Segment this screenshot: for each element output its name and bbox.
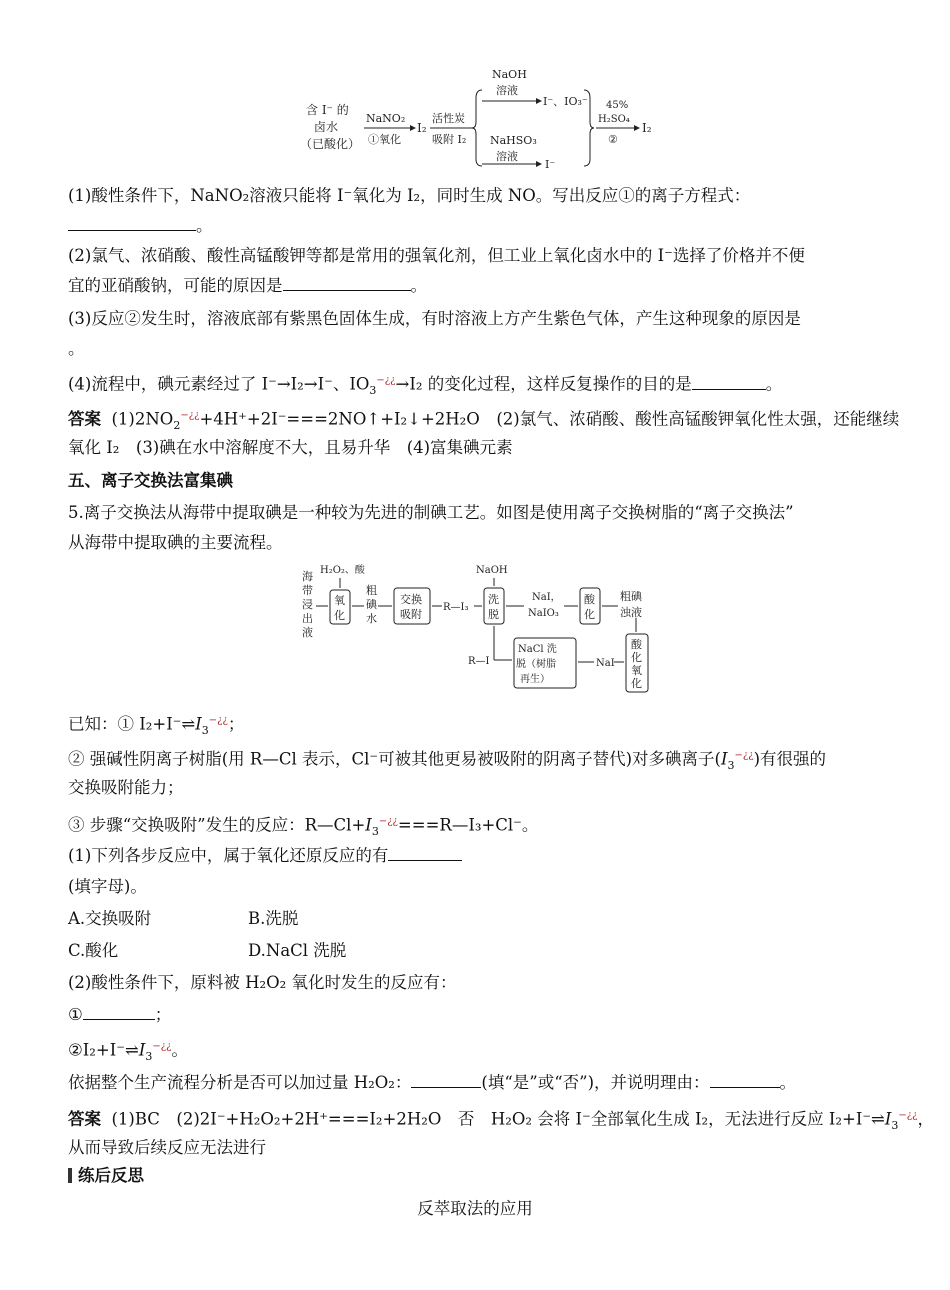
answer2-line2: 从而导致后续反应无法进行 <box>68 1138 266 1157</box>
d1-i2: I₂ <box>417 121 427 135</box>
d1-source-line3: （已酸化） <box>300 137 361 151</box>
d2-reagent1: H₂O₂、酸 <box>320 565 365 576</box>
d2-nai: NaI <box>596 658 615 669</box>
q3-text-2: 。 <box>68 339 85 358</box>
options-cd <box>68 940 882 962</box>
d2-wash-2: 脱 <box>488 608 499 621</box>
d1-final-acid: H₂SO₄ <box>598 114 630 125</box>
d2-source-1: 海 <box>302 570 313 583</box>
d1-top-reagent1: NaOH <box>492 68 527 81</box>
known-2b: 交换吸附能力； <box>68 778 184 797</box>
q4-blank[interactable] <box>692 375 766 390</box>
d2-oxidize-2: 化 <box>334 609 345 622</box>
d2-wash-1: 洗 <box>488 593 499 606</box>
d1-step2-reagent: 活性炭 <box>432 112 465 125</box>
p5-line2: 从海带中提取碘的主要流程。 <box>68 533 283 552</box>
option-a[interactable]: A.交换吸附 <box>68 909 152 928</box>
sq3-blank-2[interactable] <box>710 1073 780 1088</box>
d1-step1-reagent: NaNO₂ <box>366 112 406 125</box>
q4-text: (4)流程中，碘元素经过了 I⁻→I₂→I⁻、$IO_3^{-¿¿}\to I_2$ 的变化过程，这样反复操作的目的是 。 <box>68 374 783 397</box>
d1-source-line1: 含 I⁻ 的 <box>306 103 349 117</box>
q3-text: (3)反应②发生时，溶液底部有紫黑色固体生成，有时溶液上方产生紫色气体，产生这种现象的原因是 <box>68 309 801 328</box>
d2-nai-2: NaIO₃ <box>528 608 559 619</box>
sub-q2-2: $②I_2+I^-\rightleftharpoons I_3^{-¿¿}$。 <box>68 1040 188 1063</box>
sq3-blank-1[interactable] <box>411 1073 481 1088</box>
sub-q3: 依据整个生产流程分析是否可以加过量 H₂O₂： (填“是”或“否”)，并说明理由： 。 <box>68 1073 797 1092</box>
d1-top-product: I⁻、IO₃⁻ <box>543 95 588 108</box>
option-d[interactable]: D.NaCl 洗脱 <box>248 941 347 960</box>
d2-acidify-1: 酸 <box>584 593 595 606</box>
q1-text: (1)酸性条件下，NaNO₂溶液只能将 I⁻氧化为 I₂，同时生成 NO。写出反应①的离子方程式： <box>68 186 751 205</box>
d2-naoh: NaOH <box>476 565 508 576</box>
d2-r-i3: R—I₃ <box>443 602 469 613</box>
p5-line1: 5.离子交换法从海带中提取碘是一种较为先进的制碘工艺。如图是使用离子交换树脂的“离子交换法” <box>68 503 794 522</box>
d2-exchange-1: 交换 <box>400 593 422 606</box>
d1-bottom-reagent1: NaHSO₃ <box>490 134 537 147</box>
d2-nacl-2: 脱（树脂 <box>516 659 556 670</box>
q1-blank[interactable] <box>68 216 196 231</box>
known-3: ③ 步骤“交换吸附”发生的反应：$R—Cl+I_3^{-¿¿}===R—I_3+Cl^-$。 <box>68 815 539 838</box>
section-marker-icon <box>68 1168 72 1183</box>
known-1: 已知：① $I_2+I^-\rightleftharpoons I_3^{-¿¿}$； <box>68 714 245 737</box>
d2-source-5: 液 <box>302 626 313 639</box>
d2-acid-ox-3: 氧 <box>631 664 642 677</box>
q1-answer-line: 。 <box>68 215 882 237</box>
iodine-brine-flow-diagram <box>300 64 670 172</box>
d1-final-conc: 45% <box>606 100 629 111</box>
known-2: ② 强碱性阴离子树脂(用 R—Cl 表示，Cl⁻可被其他更易被吸附的阴离子替代)对多碘离子$(I_3^{-¿¿})$有很强的 <box>68 749 827 772</box>
d2-acid-ox-4: 化 <box>631 677 642 690</box>
d2-crude-1: 粗 <box>366 584 377 597</box>
reflection-heading: 练后反思 <box>68 1165 882 1187</box>
d1-step1-label: ①氧化 <box>368 133 401 146</box>
d2-acid-ox-2: 化 <box>631 651 642 664</box>
d2-nacl-3: 再生） <box>520 674 550 685</box>
sub-q1-b: (填字母)。 <box>68 877 147 896</box>
ion-exchange-flow-diagram <box>298 560 658 698</box>
d2-acid-ox-1: 酸 <box>631 638 642 651</box>
d1-final-product: I₂ <box>642 121 652 135</box>
sub-q2-1: ① ； <box>68 1005 172 1024</box>
section5-heading: 五、离子交换法富集碘 <box>68 471 233 490</box>
d2-r-i: R—I <box>468 656 490 667</box>
d2-acidify-2: 化 <box>584 608 595 621</box>
d1-step2-label: 吸附 I₂ <box>432 133 467 146</box>
d1-bottom-product: I⁻ <box>545 158 556 171</box>
answer2-line1: 答案 (1)BC (2)2I⁻+H₂O₂+2H⁺===I₂+2H₂O 否 H₂O₂ 会将 I⁻全部氧化生成 I₂，无法进行反应 $I_2+I^-\rightleftharpoons I_3^{-¿¿}$， <box>68 1109 935 1132</box>
q2-blank[interactable] <box>283 276 411 291</box>
d2-exchange-2: 吸附 <box>400 608 422 621</box>
d2-source-3: 浸 <box>302 598 313 611</box>
options-ab <box>68 908 882 930</box>
d1-final-step: ② <box>608 133 618 146</box>
sq1-blank[interactable] <box>388 846 462 861</box>
d1-top-reagent2: 溶液 <box>496 84 518 97</box>
d1-bottom-reagent2: 溶液 <box>496 150 518 163</box>
d2-nacl-1: NaCl 洗 <box>518 644 557 655</box>
d2-source-2: 带 <box>302 584 313 597</box>
q2-text: (2)氯气、浓硝酸、酸性高锰酸钾等都是常用的强氧化剂，但工业上氧化卤水中的 I⁻选择了价格并不便 <box>68 246 805 265</box>
sub-q1: (1)下列各步反应中，属于氧化还原反应的有 <box>68 845 882 867</box>
d2-crude-3: 水 <box>366 612 377 625</box>
sub-q2: (2)酸性条件下，原料被 H₂O₂ 氧化时发生的反应有： <box>68 973 457 992</box>
d2-source-4: 出 <box>302 612 313 625</box>
d2-suspension-2: 浊液 <box>620 606 642 619</box>
d1-source-line2: 卤水 <box>314 120 339 134</box>
option-c[interactable]: C.酸化 <box>68 941 119 960</box>
option-b[interactable]: B.洗脱 <box>248 909 299 928</box>
d2-oxidize-1: 氧 <box>334 594 345 607</box>
answer1-line2: 氧化 I₂ (3)碘在水中溶解度不大，且易升华 (4)富集碘元素 <box>68 438 513 457</box>
d2-crude-2: 碘 <box>366 598 377 611</box>
sq2-1-blank[interactable] <box>83 1005 155 1020</box>
d2-suspension-1: 粗碘 <box>620 590 642 603</box>
q2-text-2: 宜的亚硝酸钠，可能的原因是 。 <box>68 276 427 295</box>
d2-nai-1: NaI， <box>532 592 561 603</box>
footer-heading: 反萃取法的应用 <box>417 1199 533 1218</box>
answer1-line1: 答案 $(1)2NO_2^{-¿¿}+4H^++2I^-===2NO↑+I_2↓+2H_2O$ (2)氯气、浓硝酸、酸性高锰酸钾氧化性太强，还能继续 <box>68 409 900 432</box>
